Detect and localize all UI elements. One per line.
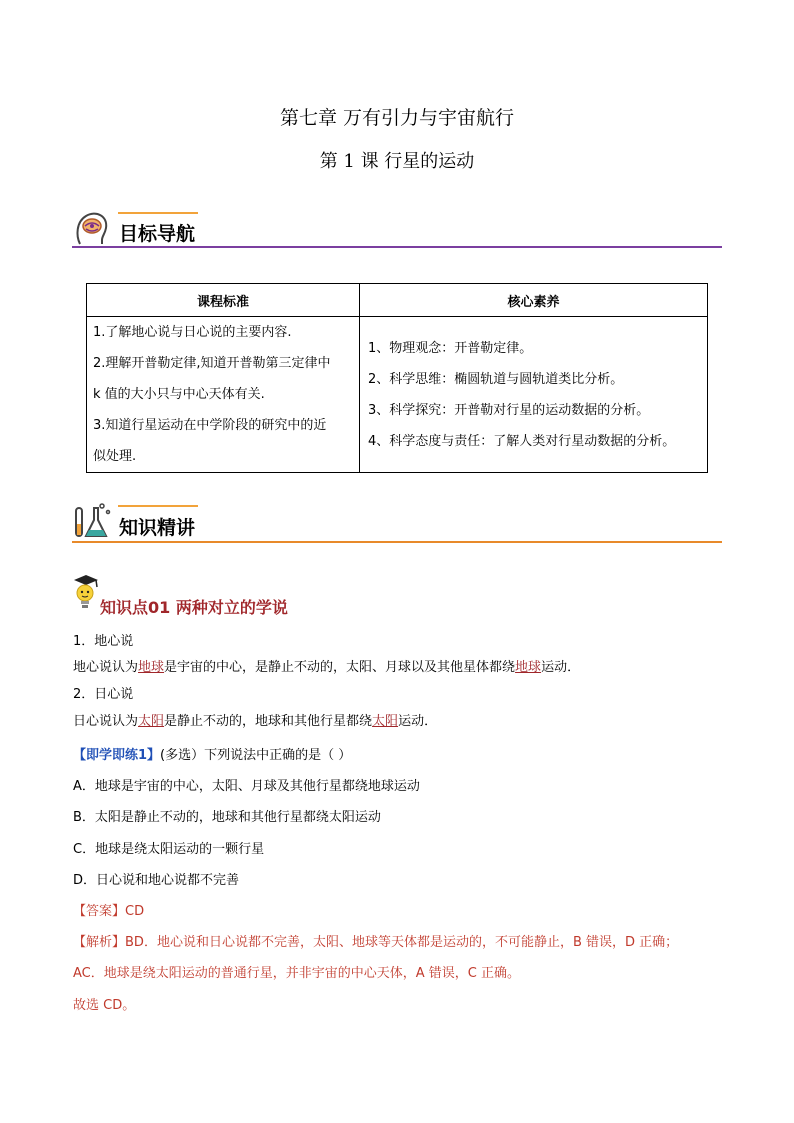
literacy-item: 3、科学探究：开普勒对行星的运动数据的分析。 (368, 402, 650, 418)
option-c: C．地球是绕太阳运动的一颗行星 (73, 842, 265, 857)
geocentric-description (73, 656, 580, 675)
practice-tag: 【即学即练1】 (73, 748, 161, 763)
underlined-term: 地球 (138, 660, 165, 675)
geocentric-heading: 1．地心说 (73, 634, 134, 649)
goal-section-divider (72, 246, 722, 248)
text-segment: 地心说认为 (73, 660, 139, 675)
text-segment: 运动． (398, 714, 438, 729)
knowledge-section-divider (72, 541, 722, 543)
practice-question (73, 744, 351, 763)
literacy-item: 4、科学态度与责任：了解人类对行星动数据的分析。 (368, 433, 676, 449)
standards-table (86, 283, 708, 473)
underlined-term: 太阳 (138, 714, 165, 729)
option-d: D．日心说和地心说都不完善 (73, 873, 240, 888)
text-segment: 是静止不动的，地球和其他行星都绕 (164, 714, 373, 729)
flask-icon (72, 500, 114, 542)
goal-section-title: 目标导航 (119, 223, 196, 245)
text-segment: 日心说认为 (73, 714, 139, 729)
conclusion-line: 故选 CD。 (73, 998, 136, 1013)
lesson-title: 第 1 课 行星的运动 (319, 151, 475, 172)
standard-item: 1.了解地心说与日心说的主要内容. (93, 325, 292, 340)
goal-section-top-line (118, 212, 198, 214)
answer-tag: 【答案】 (73, 904, 126, 919)
standard-item: 2.理解开普勒定律,知道开普勒第三定律中 (93, 356, 331, 371)
analysis-line-1 (73, 931, 678, 950)
underlined-term: 太阳 (372, 714, 399, 729)
answer-line (73, 900, 144, 919)
knowledge-point-title: 知识点01 两种对立的学说 (100, 598, 288, 617)
literacy-header: 核心素养 (360, 284, 708, 317)
text-segment: 是宇宙的中心，是静止不动的，太阳、月球以及其他星体都绕 (164, 660, 516, 675)
heliocentric-description (73, 710, 437, 729)
question-text: (多选）下列说法中正确的是（ ） (160, 748, 352, 763)
standard-item: k 值的大小只与中心天体有关. (93, 387, 265, 402)
option-a: A．地球是宇宙的中心，太阳、月球及其他行星都绕地球运动 (73, 779, 420, 794)
analysis-text: BD．地心说和日心说都不完善，太阳、地球等天体都是运动的，不可能静止，B 错误，D 正确； (125, 935, 679, 950)
underlined-term: 地球 (515, 660, 542, 675)
heliocentric-heading: 2．日心说 (73, 687, 134, 702)
graduate-bulb-icon (70, 574, 100, 612)
knowledge-section-top-line (118, 505, 198, 507)
standard-item: 3.知道行星运动在中学阶段的研究中的近 (93, 418, 327, 433)
chapter-title: 第七章 万有引力与宇宙航行 (279, 107, 515, 129)
analysis-line-2: AC．地球是绕太阳运动的普通行星，并非宇宙的中心天体，A 错误，C 正确。 (73, 966, 520, 981)
standard-item: 似处理. (93, 449, 137, 464)
literacy-item: 2、科学思维：椭圆轨道与圆轨道类比分析。 (368, 371, 624, 387)
standards-header: 课程标准 (87, 284, 360, 317)
standards-cell (87, 317, 360, 473)
option-b: B．太阳是静止不动的，地球和其他行星都绕太阳运动 (73, 810, 381, 825)
literacy-cell (360, 317, 708, 473)
answer-value: CD (125, 904, 145, 919)
literacy-item: 1、物理观念：开普勒定律。 (368, 340, 533, 356)
text-segment: 运动． (541, 660, 581, 675)
analysis-tag: 【解析】 (73, 935, 126, 950)
brain-icon (72, 208, 112, 248)
knowledge-section-title: 知识精讲 (119, 517, 196, 539)
